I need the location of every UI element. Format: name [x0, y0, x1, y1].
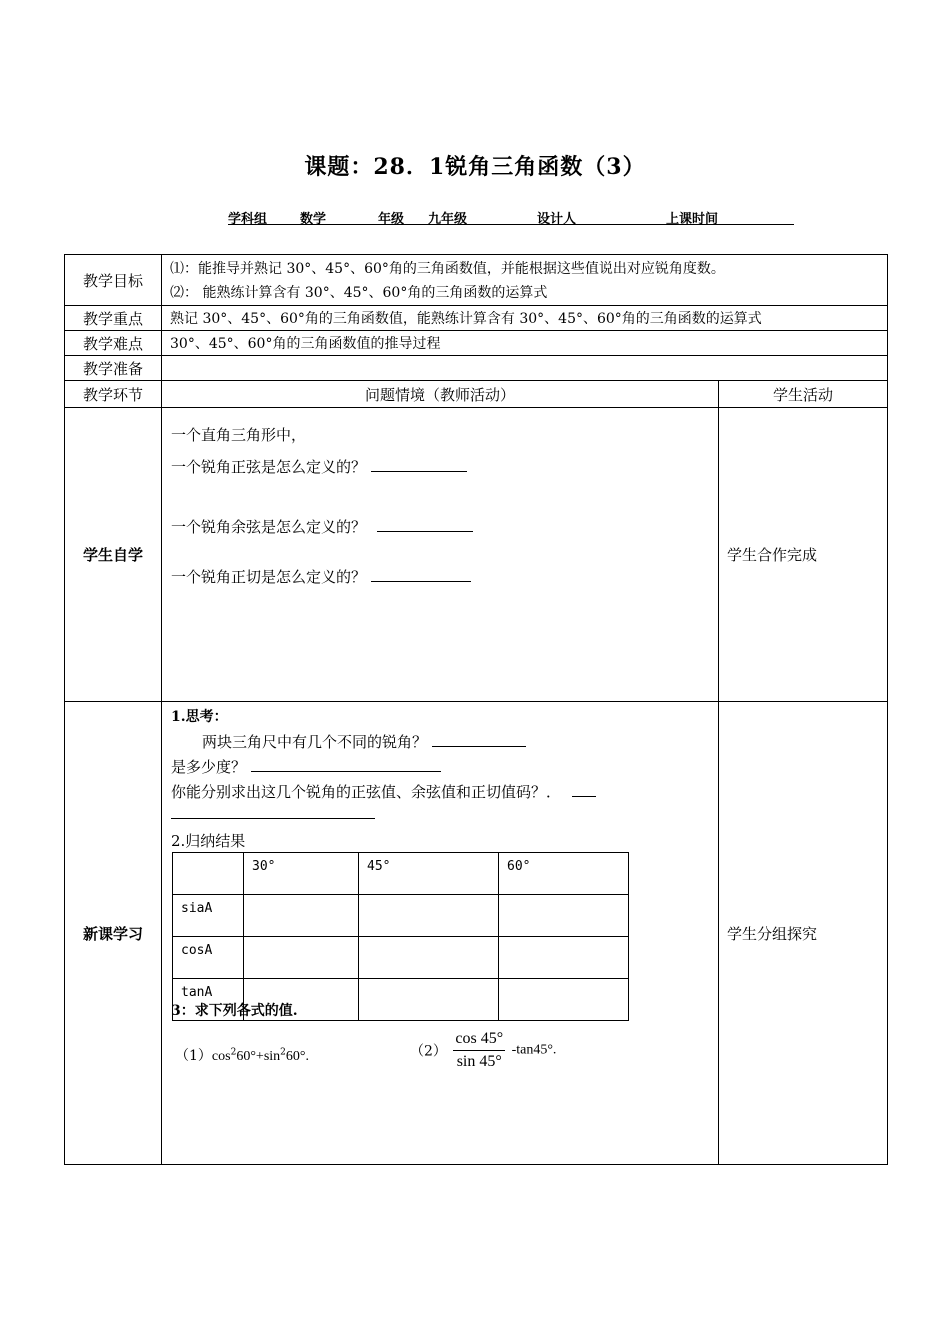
stage-header: 教学环节: [65, 381, 162, 408]
trig-table-cell[interactable]: [359, 937, 499, 979]
difficulty-label: 教学难点: [65, 331, 162, 356]
self-study-activity: 学生合作完成: [719, 408, 888, 702]
trig-values-table: [172, 852, 629, 1021]
trig-table-cell[interactable]: [244, 937, 359, 979]
answer-blank-tangent: [371, 567, 471, 582]
trig-table-header-45: 45°: [359, 853, 499, 895]
question-sine: 一个锐角正弦是怎么定义的？: [171, 456, 467, 477]
goals-content: [162, 255, 888, 306]
lesson-plan-table: [64, 254, 888, 1165]
trig-table-cell[interactable]: [359, 895, 499, 937]
trig-table-header-row: [173, 853, 629, 895]
new-lesson-content: [162, 702, 719, 1165]
think-question-3: 你能分别求出这几个锐角的正弦值、余弦值和正切值码？．: [171, 781, 596, 802]
answer-blank-values-a: [572, 782, 596, 797]
calc-expression-1: $(1)\cos^260^\circ+\sin^260^\circ$.: [175, 1047, 310, 1064]
designer-label: 设计人: [537, 212, 577, 227]
goals-row: [65, 255, 888, 306]
calc-expression-2: （2） $\frac{\cos 45^\circ}{\sin 45^\circ}$ -tan45°.: [410, 1030, 557, 1070]
calc-title: 3：求下列各式的值.: [171, 1003, 298, 1019]
answer-blank-degrees: [251, 757, 441, 772]
trig-table-row-label: tanA: [173, 979, 244, 1021]
lesson-info-bar: [228, 206, 794, 225]
key-points-row: [65, 306, 888, 331]
trig-table-cell[interactable]: [244, 895, 359, 937]
calc2-denominator: sin 45°: [456, 1053, 502, 1070]
trig-table-row-label: siaA: [173, 895, 244, 937]
new-lesson-label: 新课学习: [65, 702, 162, 1165]
teacher-activity-header: 问题情境（教师活动）: [162, 381, 719, 408]
think-question-1: 两块三角尺中有几个不同的锐角？: [202, 731, 526, 752]
answer-blank-values-b: [171, 804, 375, 819]
answer-blank-angles: [432, 732, 526, 747]
answer-blank-sine: [371, 457, 467, 472]
difficulty-content: 30°、45°、60°角的三角函数值的推导过程: [162, 331, 888, 356]
trig-table-cell[interactable]: [499, 979, 629, 1021]
question-tangent: 一个锐角正切是怎么定义的？: [171, 566, 471, 587]
think-title: 1.思考：: [171, 709, 228, 725]
trig-table-cell[interactable]: [359, 979, 499, 1021]
new-lesson-row: [65, 702, 888, 1165]
trig-table-header-60: 60°: [499, 853, 629, 895]
trig-table-cell[interactable]: [499, 937, 629, 979]
goal-line-1: ⑴：能推导并熟记 30°、45°、60°角的三角函数值，并能根据这些值说出对应锐角度数。: [170, 261, 725, 277]
page-title: 课题：28．1锐角三角函数（3）: [304, 154, 646, 180]
trig-table-corner: [173, 853, 244, 895]
student-activity-header: 学生活动: [719, 381, 888, 408]
trig-table-row-label: cosA: [173, 937, 244, 979]
answer-blank-cosine: [377, 517, 473, 532]
grade-value: 九年级: [428, 212, 468, 227]
trig-table-row: [173, 937, 629, 979]
grade-label: 年级: [378, 212, 405, 227]
subject-value: 数学: [300, 212, 327, 227]
calc2-numerator: cos 45°: [453, 1030, 505, 1051]
class-time-label: 上课时间: [666, 212, 719, 227]
goals-label: 教学目标: [65, 255, 162, 306]
self-study-content: [162, 408, 719, 702]
difficulty-row: [65, 331, 888, 356]
self-study-intro: 一个直角三角形中，: [171, 426, 307, 444]
trig-table-header-30: 30°: [244, 853, 359, 895]
summary-title: 2.归纳结果: [171, 832, 246, 850]
question-cosine: 一个锐角余弦是怎么定义的？: [171, 516, 473, 537]
think-question-2: 是多少度？: [171, 756, 441, 777]
preparation-label: 教学准备: [65, 356, 162, 381]
self-study-row: [65, 408, 888, 702]
think-question-3-continued: [171, 804, 375, 823]
header-row: [65, 381, 888, 408]
key-points-content: 熟记 30°、45°、60°角的三角函数值，能熟练计算含有 30°、45°、60°角的三角函数的运算式: [162, 306, 888, 331]
self-study-label: 学生自学: [65, 408, 162, 702]
calc2-fraction: [453, 1030, 505, 1071]
preparation-content: [162, 356, 888, 381]
new-lesson-activity: 学生分组探究: [719, 702, 888, 1165]
trig-table-cell[interactable]: [499, 895, 629, 937]
trig-table-row: [173, 895, 629, 937]
goal-line-2: ⑵： 能熟练计算含有 30°、45°、60°角的三角函数的运算式: [170, 285, 548, 301]
group-label: 学科组: [228, 212, 268, 227]
key-points-label: 教学重点: [65, 306, 162, 331]
preparation-row: [65, 356, 888, 381]
